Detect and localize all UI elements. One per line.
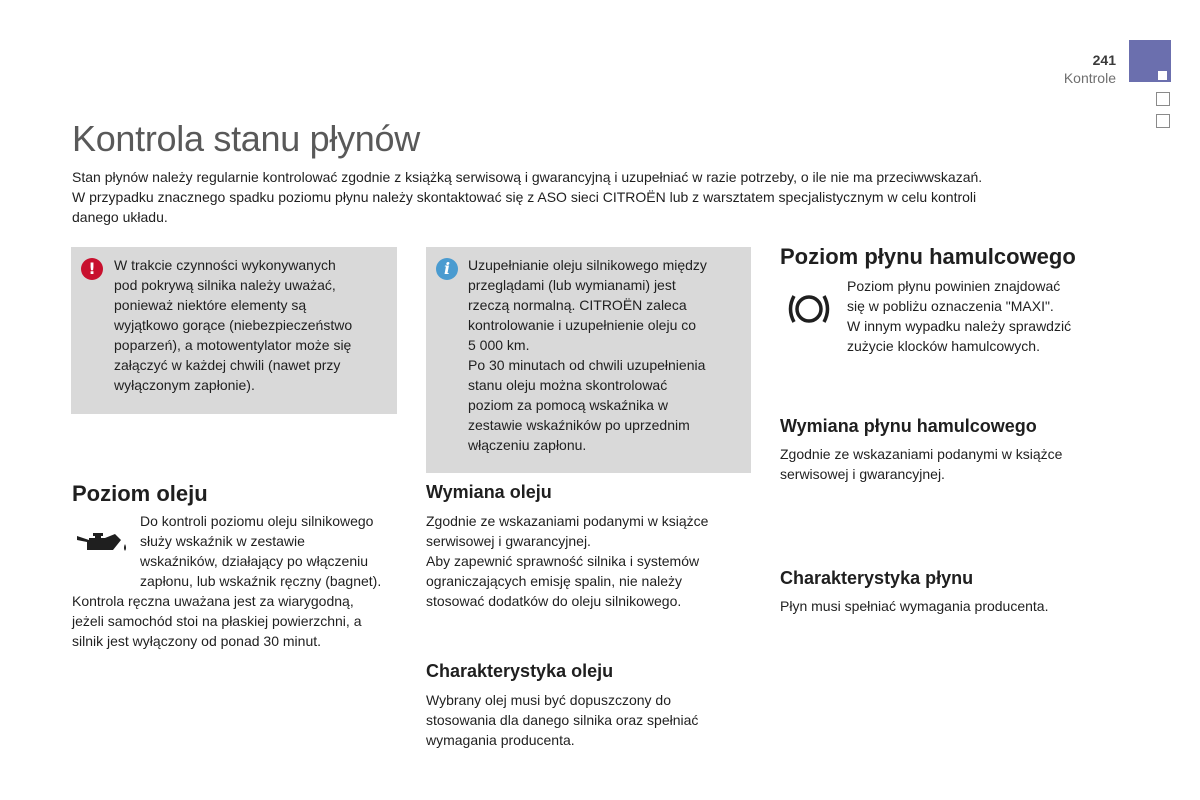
info-text: Uzupełnianie oleju silnikowego między przeglądami (lub wymianami) jest rzeczą normalną. CITROËN zaleca kontrolowanie i uzupełnienie oleju co 5 000 km. Po 30 minutach od chwili uzupełnienia stanu oleju można skontrolować poziom za pomocą wskaźnika w zestawie wskaźników po uprzednim włączeniu zapłonu. <box>468 257 707 453</box>
warning-text: W trakcie czynności wykonywanych pod pokrywą silnika należy uważać, ponieważ niektóre elementy są wyjątkowo gorące (niebezpieczeństwo poparzeń), a motowentylator może się załączyć w każdej chwili (nawet przy wyłączonym zapłonie). <box>114 257 353 393</box>
brake-level-heading: Poziom płynu hamulcowego <box>780 244 1076 269</box>
oil-can-icon <box>75 530 131 556</box>
tab-active-dot <box>1158 71 1167 80</box>
section-label: Kontrole <box>1063 70 1116 86</box>
tab-square-1 <box>1156 92 1170 106</box>
brake-level-text: Poziom płynu powinien znajdować się w pobliżu oznaczenia "MAXI". W innym wypadku należy sprawdzić zużycie klocków hamulcowych. <box>847 278 1072 354</box>
brake-change-heading: Wymiana płynu hamulcowego <box>780 416 1037 436</box>
brake-spec-text: Płyn musi spełniać wymagania producenta. <box>780 598 1049 614</box>
brake-change-text: Zgodnie ze wskazaniami podanymi w książce serwisowej i gwarancyjnej. <box>780 446 1063 482</box>
oil-change-text: Zgodnie ze wskazaniami podanymi w książce serwisowej i gwarancyjnej. Aby zapewnić sprawność silnika i systemów ograniczających emisję spalin, nie należy stosować dodatków do oleju silnikowego. <box>426 513 709 609</box>
tab-square-2 <box>1156 114 1170 128</box>
section-tab-marker <box>1129 40 1171 82</box>
oil-spec-heading: Charakterystyka oleju <box>426 661 614 681</box>
page-number: 241 <box>1092 52 1116 68</box>
oil-change-heading: Wymiana oleju <box>426 482 552 502</box>
page-title: Kontrola stanu płynów <box>72 118 420 159</box>
oil-level-text-indented: Do kontroli poziomu oleju silnikowego służy wskaźnik w zestawie wskaźników, działający po włączeniu zapłonu, lub wskaźnik ręczny (bagnet). <box>140 513 382 589</box>
info-icon: i <box>436 258 458 280</box>
warning-icon: ! <box>81 258 103 280</box>
intro-text: Stan płynów należy regularnie kontrolować zgodnie z książką serwisową i gwarancyjną i uzupełniać w razie potrzeby, o ile nie ma przeciwwskazań. W przypadku znacznego spadku poziomu płynu należy skontaktować się z ASO sieci CITROËN lub z warsztatem specjalistycznym w celu kontroli danego układu. <box>72 169 983 225</box>
oil-spec-text: Wybrany olej musi być dopuszczony do stosowania dla danego silnika oraz spełniać wymagania producenta. <box>426 692 699 748</box>
info-box <box>426 247 751 473</box>
brake-spec-heading: Charakterystyka płynu <box>780 568 974 588</box>
brake-warning-icon <box>786 290 832 328</box>
warning-box <box>71 247 397 414</box>
oil-level-text: Kontrola ręczna uważana jest za wiarygodną, jeżeli samochód stoi na płaskiej powierzchni, a silnik jest wyłączony od ponad 30 minut. <box>72 593 362 649</box>
oil-level-heading: Poziom oleju <box>72 481 208 506</box>
